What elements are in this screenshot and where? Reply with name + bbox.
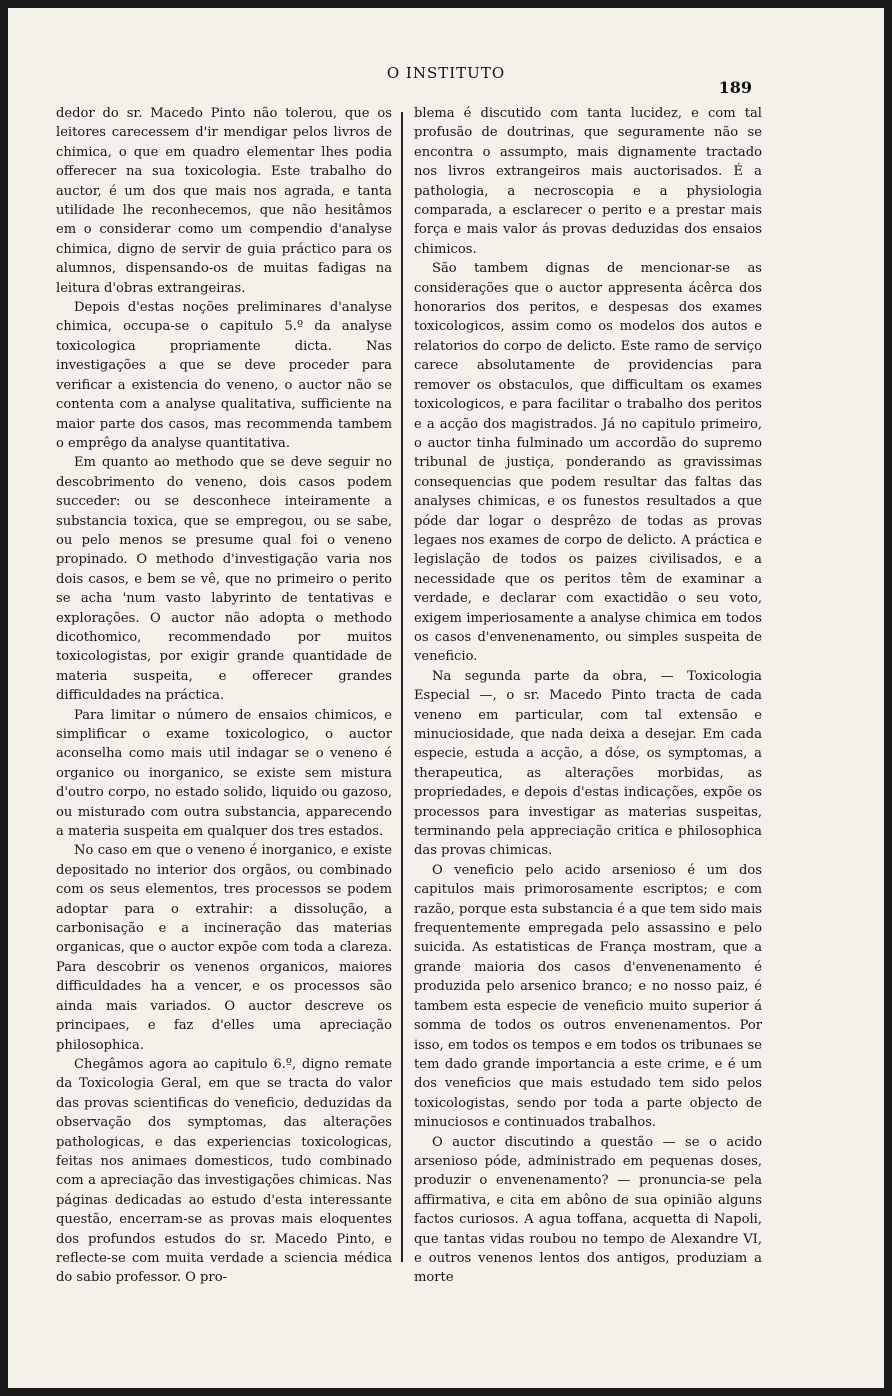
- newspaper-page: [8, 8, 884, 1388]
- paragraph: dedor do sr. Macedo Pinto não tolerou, que os leitores carecessem d'ir mendigar pelos livros de chimica, o que em quadro elementar lhes podia offerecer na sua toxicologia. Este trabalho do auctor, é um dos que mais nos agrada, e tanta utilidade lhe reconhecemos, que não hesitâmos em o considerar como um compendio d'analyse chimica, digno de servir de guia práctico para os alumnos, dispensando-os de muitas fadigas na leitura d'obras extrangeiras.: [56, 106, 392, 296]
- paragraph: O auctor discutindo a questão — se o acido arsenioso póde, administrado em pequenas doses, produzir o envenenamento? — pronuncia-se pela affirmativa, e cita em abôno de sua opinião alguns factos curiosos. A agua toffana, acquetta di Napoli, que tantas vidas roubou no tempo de Alexandre VI, e outros venenos lentos dos antigos, produziam a morte: [414, 1134, 762, 1286]
- right-column: [414, 104, 762, 1288]
- paragraph: Para limitar o número de ensaios chimicos, e simplificar o exame toxicologico, o auctor aconselha como mais util indagar se o veneno é organico ou inorganico, se existe sem mistura d'outro corpo, no estado solido, liquido ou gazoso, ou misturado com outra substancia, apparecendo a materia suspeita em qualquer dos tres estados.: [56, 707, 392, 840]
- paragraph: São tambem dignas de mencionar-se as considerações que o auctor appresenta ácêrca dos honorarios dos peritos, e despesas dos exames toxicologicos, assim como os modelos dos autos e relatorios do corpo de delicto. Este ramo de serviço carece absolutamente de providencias para remover os obstaculos, que difficultam os exames toxicologicos, e para facilitar o trabalho dos peritos e a acção dos magistrados. Já no capitulo primeiro, o auctor tinha fulminado um accordão do supremo tribunal de justiça, ponderando as gravissimas consequencias que podem resultar das faltas das analyses chimicas, e os funestos resultados a que póde dar logar o desprêzo de todas as provas legaes nos exames de corpo de delicto. A práctica e legislação de todos os paizes civilisados, e a necessidade que os peritos têm de examinar a verdade, e declarar com exactidão o seu voto, exigem imperiosamente a analyse chimica em todos os casos d'envenenamento, ou simples suspeita de veneficio.: [414, 261, 762, 665]
- page-header-title: O INSTITUTO: [386, 64, 506, 82]
- paragraph: Chegâmos agora ao capitulo 6.º, digno remate da Toxicologia Geral, em que se tracta do valor das provas scientificas do veneficio, deduzidas da observação dos symptomas, das alterações pathologicas, e das experiencias toxicologicas, feitas nos animaes domesticos, tudo combinado com a apreciação das investigações chimicas. Nas páginas dedicadas ao estudo d'esta interessante questão, encerram-se as provas mais eloquentes dos profundos estudos do sr. Macedo Pinto, e reflecte-se com muita verdade a sciencia médica do sabio professor. O pro-: [56, 1056, 392, 1286]
- left-column: [56, 104, 392, 1288]
- paragraph: Na segunda parte da obra, — Toxicologia Especial —, o sr. Macedo Pinto tracta de cada veneno em particular, com tal extensão e minuciosidade, que nada deixa a desejar. Em cada especie, estuda a acção, a dóse, os symptomas, a therapeutica, as alterações morbidas, as propriedades, e depois d'estas indicações, expõe os processos para investigar as materias suspeitas, terminando pela appreciação critica e philosophica das provas chimicas.: [414, 668, 762, 859]
- paragraph: Depois d'estas noções preliminares d'analyse chimica, occupa-se o capitulo 5.º da analyse toxicologica propriamente dicta. Nas investigações a que se deve proceder para verificar a existencia do veneno, o auctor não se contenta com a analyse qualitativa, sufficiente na maior parte dos casos, mas recommenda tambem o emprêgo da analyse quantitativa.: [56, 300, 392, 451]
- paragraph: Em quanto ao methodo que se deve seguir no descobrimento do veneno, dois casos podem succeder: ou se desconhece inteiramente a substancia toxica, que se empregou, ou se sabe, ou pelo menos se presume qual foi o veneno propinado. O methodo d'investigação varia nos dois casos, e bem se vê, que no primeiro o perito se acha 'num vasto labyrinto de tentativas e explorações. O auctor não adopta o methodo dicothomico, recommendado por muitos toxicologistas, por exigir grande quantidade de materia suspeita, e offerecer grandes difficuldades na práctica.: [56, 455, 392, 704]
- page-number: 189: [718, 78, 752, 97]
- paragraph: O veneficio pelo acido arsenioso é um dos capitulos mais primorosamente escriptos; e com razão, porque esta substancia é a que tem sido mais frequentemente empregada pelo assassino e pelo suicida. As estatisticas de França mostram, que a grande maioria dos casos d'envenenamento é produzida pelo arsenico branco; e no nosso paiz, é tambem esta especie de veneficio muito superior á somma de todos os outros envenenamentos. Por isso, em todos os tempos e em todos os tribunaes se tem dado grande importancia a este crime, e é um dos veneficios que mais estudado tem sido pelos toxicologistas, sendo por toda a parte objecto de minuciosos e continuados trabalhos.: [414, 862, 762, 1131]
- column-divider: [401, 112, 403, 1262]
- paragraph: No caso em que o veneno é inorganico, e existe depositado no interior dos orgãos, ou combinado com os seus elementos, tres processos se podem adoptar para o extrahir: a dissolução, a carbonisação e a incineração das materias organicas, que o auctor expõe com toda a clareza. Para descobrir os venenos organicos, maiores difficuldades ha a vencer, e os processos são ainda mais variados. O auctor descreve os principaes, e faz d'elles uma apreciação philosophica.: [56, 843, 392, 1053]
- paragraph: blema é discutido com tanta lucidez, e com tal profusão de doutrinas, que seguramente não se encontra o assumpto, mais dignamente tractado nos livros extrangeiros mais auctorisados. É a pathologia, a necroscopia e a physiologia comparada, a esclarecer o perito e a prestar mais força e mais valor ás provas deduzidas dos ensaios chimicos.: [414, 106, 762, 257]
